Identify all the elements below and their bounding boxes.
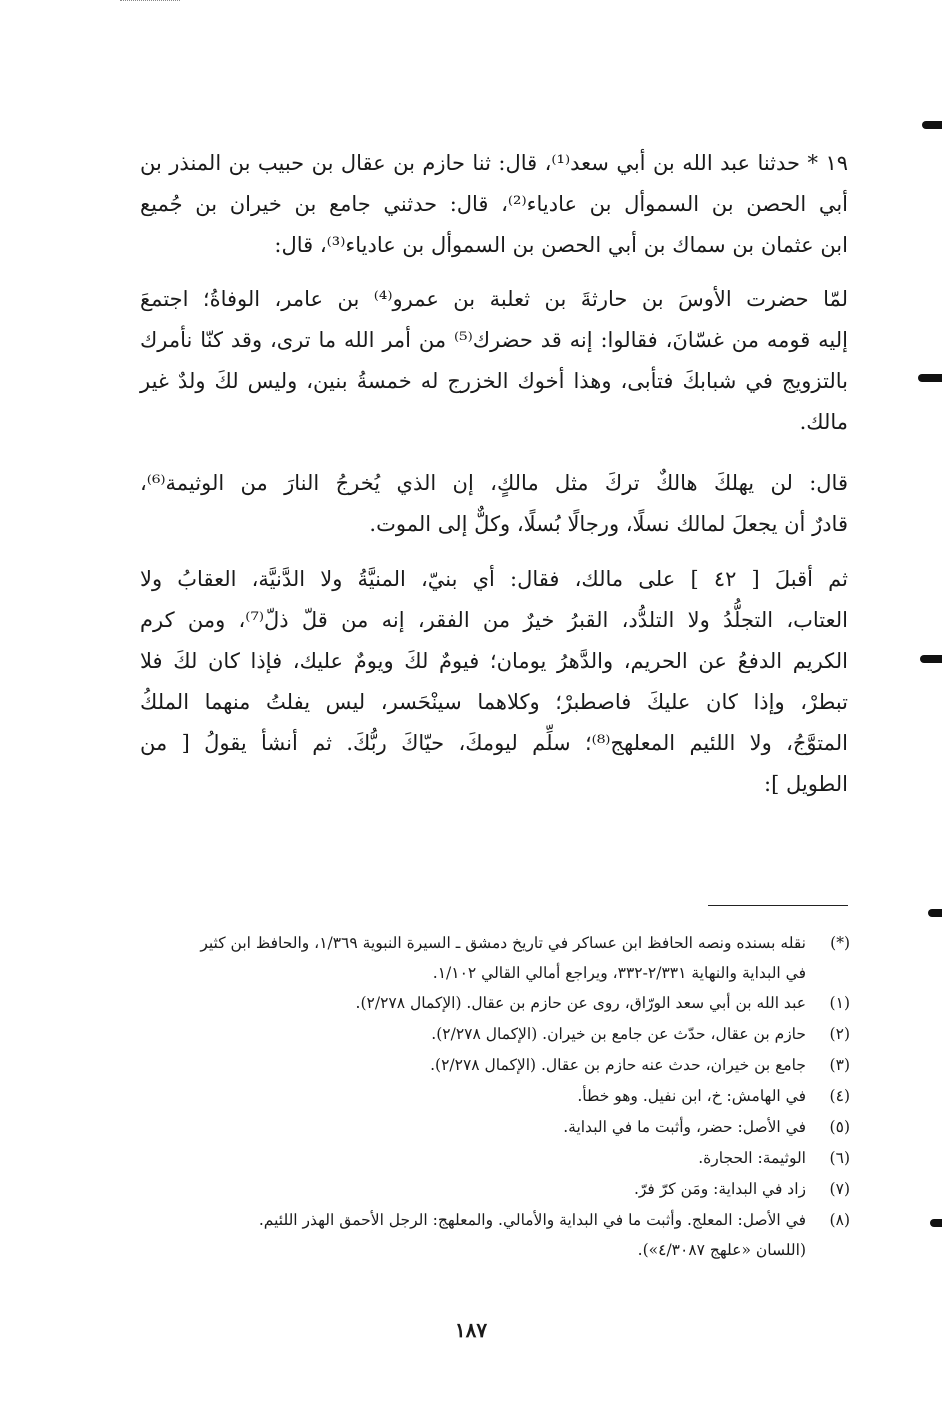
main-text bbox=[140, 143, 848, 805]
text-line: لمّا حضرت الأوسَ بن حارثةَ بن ثعلبة بن عمرو⁽⁴⁾ بن عامر، الوفاةُ؛ اجتمعَ bbox=[140, 287, 848, 311]
text-line: بالتزويج في شبابكَ فتأبى، وهذا أخوك الخزرج له خمسةُ بنين، وليس لكَ ولدٌ غير bbox=[140, 369, 848, 393]
footnote-separator bbox=[708, 905, 848, 906]
footnote-text: في الهامش: خ، ابن نفيل. وهو خطأ. bbox=[577, 1087, 806, 1105]
footnote-3 bbox=[150, 1050, 850, 1081]
text-line: قال: لن يهلكَ هالكٌ تركَ مثل مالكٍ، إن الذي يُخرجُ النارَ من الوثيمة⁽⁶⁾، bbox=[140, 471, 848, 495]
scan-edge-mark bbox=[928, 909, 942, 917]
text-line: ثم أقبلَ [ ٤٢ ] على مالك، فقال: أي بنيّ، المنيَّةُ ولا الدَّنيَّة، العقابُ ولا bbox=[140, 567, 848, 591]
footnote-number: (٨) bbox=[829, 1211, 850, 1229]
text-line: أبي الحصن بن السموأل بن عادياء⁽²⁾، قال: حدثني جامع بن خيران بن جُميع bbox=[140, 192, 849, 216]
footnote-line: (اللسان «علهج ٤/٣٠٨٧»). bbox=[637, 1241, 806, 1259]
text-line: ابن عثمان بن سماك بن أبي الحصن بن السموأل بن عادياء⁽³⁾، قال: bbox=[274, 233, 848, 257]
footnote-number: (٢) bbox=[829, 1025, 850, 1043]
footnote-text bbox=[150, 1205, 806, 1265]
text-line: إليه قومه من غسّانَ، فقالوا: إنه قد حضرك⁽⁵⁾ من أمر الله ما ترى، وقد كنّا نأمرك bbox=[140, 328, 848, 352]
footnote-text bbox=[150, 928, 806, 988]
footnote-number: (٥) bbox=[829, 1118, 850, 1136]
footnote-text: زاد في البداية: ومَن كرّ فرّ. bbox=[633, 1180, 806, 1198]
footnote-5 bbox=[150, 1112, 850, 1143]
paragraph-advice bbox=[140, 559, 848, 805]
footnote-line: نقله بسنده ونصه الحافظ ابن عساكر في تاريخ دمشق ـ السيرة النبوية ١/٣٦٩، والحافظ ابن كثير bbox=[200, 934, 806, 952]
paragraph-reply bbox=[140, 463, 848, 545]
footnote-number: (*) bbox=[830, 934, 850, 952]
footnotes bbox=[150, 928, 850, 1265]
text-line: قادرٌ أن يجعلَ لمالك نسلًا، ورجالًا بُسلًا، وكلٌّ إلى الموت. bbox=[369, 512, 848, 536]
text-line: العتاب، التجلُّدُ ولا التلدُّد، القبرُ خيرٌ من الفقر، إنه من قلّ ذلّ⁽⁷⁾، ومن كرم bbox=[140, 608, 848, 632]
scan-speck bbox=[120, 0, 180, 4]
footnote-text: الوثيمة: الحجارة. bbox=[698, 1149, 806, 1167]
text-line: الكريم الدفعُ عن الحريم، والدَّهرُ يومان؛ فيومٌ لكَ ويومٌ عليك، فإذا كان لكَ فلا bbox=[140, 649, 848, 673]
text-line: ١٩ * حدثنا عبد الله بن أبي سعد⁽¹⁾، قال: ثنا حازم بن عقال بن حبيب بن المنذر بن bbox=[140, 151, 848, 175]
scan-edge-mark bbox=[930, 1219, 942, 1227]
footnote-4 bbox=[150, 1081, 850, 1112]
scan-edge-mark bbox=[920, 655, 942, 663]
page-number: ١٨٧ bbox=[454, 1318, 488, 1342]
text-line: تبطرْ، وإذا كان عليكَ فاصطبرْ؛ وكلاهما سينْحَسر، ليس يفلتُ منهما الملكُ bbox=[140, 690, 848, 714]
footnote-text: عبد الله بن أبي سعد الورّاق، روى عن حازم بن عقال. (الإكمال ٢/٢٧٨). bbox=[355, 994, 806, 1012]
paragraph-isnad bbox=[140, 143, 848, 266]
footnote-star bbox=[150, 928, 850, 988]
scan-edge-mark bbox=[918, 374, 942, 382]
footnote-number: (٣) bbox=[829, 1056, 850, 1074]
footnote-line: في البداية والنهاية ٢/٣٣١-٣٣٢، ويراجع أمالي القالي ١/١٠٢. bbox=[432, 964, 806, 982]
footnote-2 bbox=[150, 1019, 850, 1050]
footnote-number: (٦) bbox=[829, 1149, 850, 1167]
scan-edge-mark bbox=[922, 121, 942, 129]
footnote-number: (١) bbox=[829, 994, 850, 1012]
text-line: الطويل ]: bbox=[764, 772, 848, 796]
footnote-text: حازم بن عقال، حدّث عن جامع بن خيران. (الإكمال ٢/٢٧٨). bbox=[431, 1025, 806, 1043]
footnote-number: (٧) bbox=[829, 1180, 850, 1198]
footnote-text: جامع بن خيران، حدث عنه حازم بن عقال. (الإكمال ٢/٢٧٨). bbox=[430, 1056, 806, 1074]
footnote-8 bbox=[150, 1205, 850, 1265]
text-line: المتوَّجُ، ولا اللئيم المعلهج⁽⁸⁾؛ سلِّم ليومكَ، حيّاكَ ربُّكَ. ثم أنشأ يقولُ [ من bbox=[140, 731, 848, 755]
footnote-number: (٤) bbox=[829, 1087, 850, 1105]
text-line: مالك. bbox=[799, 410, 848, 434]
footnote-7 bbox=[150, 1174, 850, 1205]
footnote-1 bbox=[150, 988, 850, 1019]
footnote-line: في الأصل: المعلج. وأثبت ما في البداية والأمالي. والمعلهج: الرجل الأحمق الهذر اللئيم. bbox=[258, 1211, 806, 1229]
footnote-text: في الأصل: حضر، وأثبت ما في البداية. bbox=[563, 1118, 806, 1136]
paragraph-narrative bbox=[140, 279, 848, 443]
footnote-6 bbox=[150, 1143, 850, 1174]
